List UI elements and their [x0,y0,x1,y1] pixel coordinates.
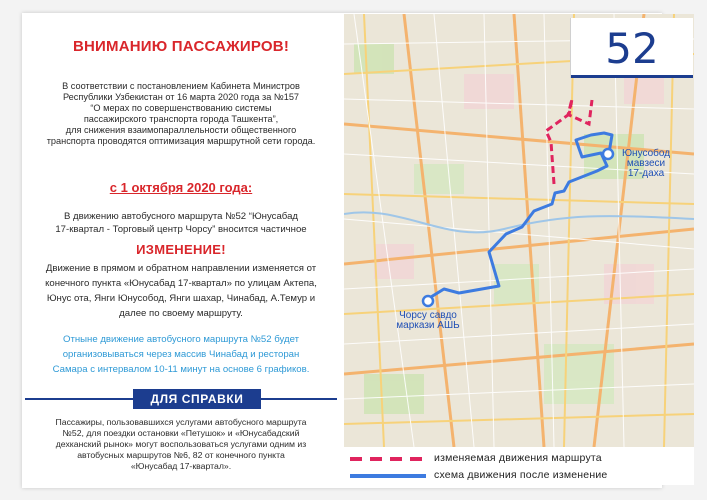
highlight-line: Отныне движение автобусного маршрута №52 будет [62,334,300,345]
reference-line: №52, для поездки остановки «Петушок» и «Юнусабадский [62,428,300,438]
change-heading: ИЗМЕНЕНИЕ! [136,242,226,257]
change-line: Юнус ота, Янги Юнусобод, Янги шахар, Чинабад, А.Темур и [46,293,316,304]
reference-line: «Юнусабад 17-квартал». [130,461,232,471]
intro-line: транспорта проводятся оптимизация маршрутной сети города. [46,136,316,146]
intro-line: для снижения взаимопараллельности общественного [65,125,297,135]
intro-line: пассажирского транспорта города Ташкента”, [83,114,279,124]
route-number: 52 [605,24,659,73]
change-details [29,261,333,321]
legend-row-new [344,467,694,485]
legend-changed-label: изменяемая движения маршрута [434,452,602,464]
dashed-line-swatch [350,451,430,467]
route-map [344,14,694,447]
reference-heading: ДЛЯ СПРАВКИ [133,389,261,409]
intro-line: “О мерах по совершенствованию системы [90,103,272,113]
route-number-box [570,18,693,78]
stop-south-label: Чорсу савдо маркази АШЬ [396,310,460,331]
stop-north-label: Юнусобод мавзеси 17-даха [621,148,671,179]
map-legend [344,447,694,485]
route-intro-line: 17-квартал - Торговый центр Чорсу” вносится частичное [55,224,307,235]
effective-date: с 1 октября 2020 года: [109,180,253,195]
change-line: далее по своему маршруту. [119,308,243,319]
route-intro-line: В движению автобусного маршрута №52 “Юнусабад [63,211,299,222]
solid-line-swatch [350,468,430,484]
highlight-line: организовываться через массив Чинабад и ресторан [62,349,300,360]
highlight-paragraph [29,332,333,377]
highlight-line: Самара с интервалом 10-11 минут на основе 6 графиков. [52,364,310,375]
map-canvas [344,14,694,447]
change-line: Движение в прямом и обратном направлении изменяется от [45,263,317,274]
notice-title: ВНИМАНИЮ ПАССАЖИРОВ! [72,38,290,55]
legend-row-changed [344,450,694,468]
reference-line: Пассажиры, пользовавшихся услугами автобусного маршрута [55,417,307,427]
route-intro [31,210,331,236]
route-number-underline [571,75,693,78]
intro-line: Республики Узбекистан от 16 марта 2020 года за №157 [62,92,300,102]
intro-line: В соответствии с постановлением Кабинета Министров [62,81,300,91]
intro-paragraph [33,81,329,147]
reference-paragraph [29,417,333,472]
legend-new-label: схема движения после изменение [434,469,608,481]
change-line: конечного пункта «Юнусабад 17-квартал» по улицам Актепа, [45,278,317,289]
reference-line: автобусных маршрутов №6, 82 от конечного пункта [77,450,285,460]
reference-line: дехканский рынок» могут воспользоваться услугами одним из [55,439,307,449]
stop-south-marker [423,296,433,306]
notice-panel [25,14,337,486]
